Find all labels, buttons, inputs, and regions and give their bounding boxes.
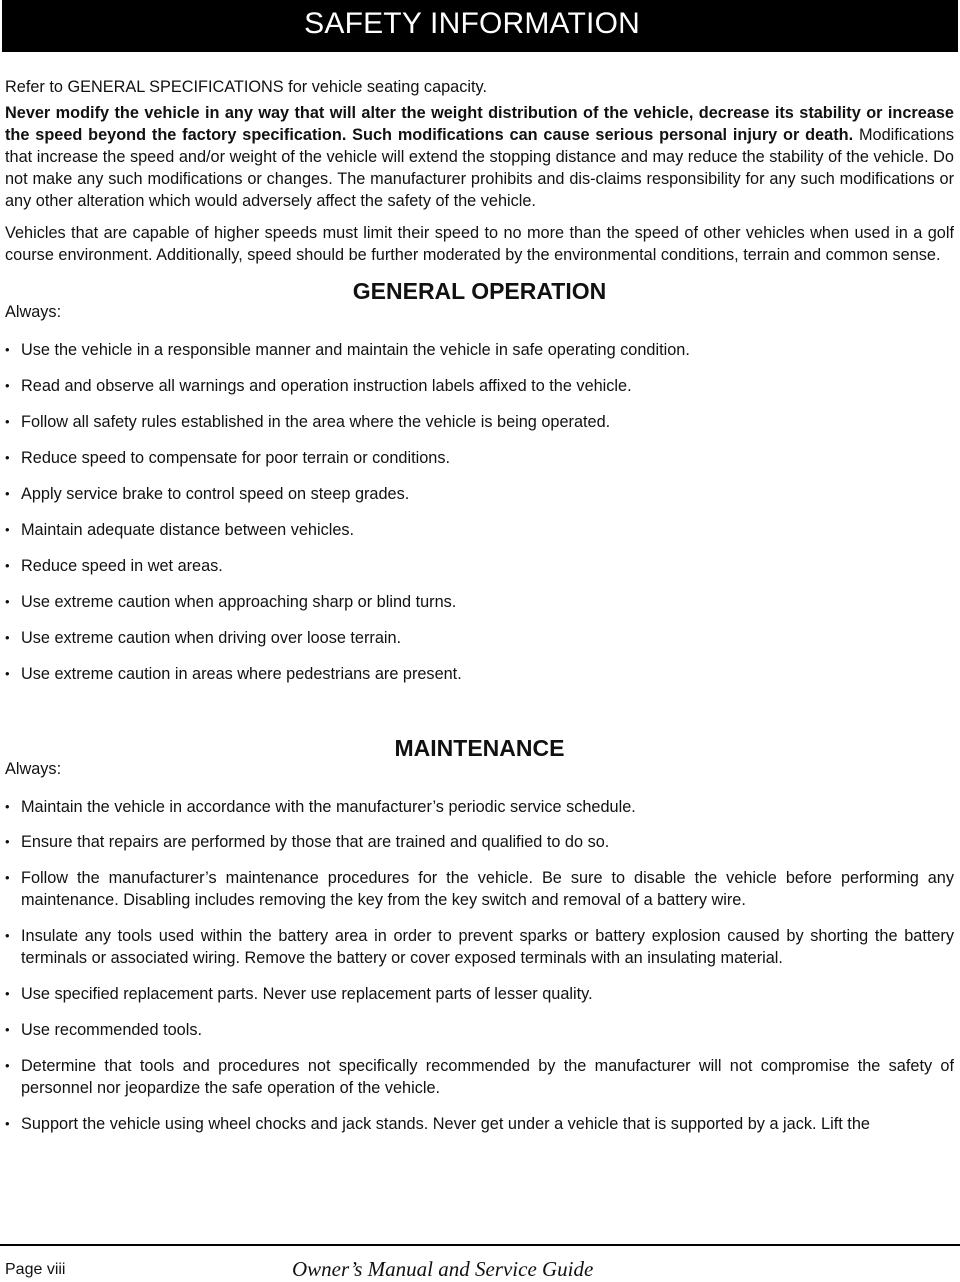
list-item: • Reduce speed to compensate for poor terrain or conditions. [5,447,954,469]
seating-capacity-paragraph: Refer to GENERAL SPECIFICATIONS for vehicle seating capacity. [5,78,487,96]
list-item: • Ensure that repairs are performed by those that are trained and qualified to do so. [5,831,954,853]
speed-limit-paragraph: Vehicles that are capable of higher speeds must limit their speed to no more than the speed of other vehicles when used in a golf course environment. Additionally, speed should be further moderated by the environmental conditions, terrain and common sense. [5,224,954,264]
modification-warning-bold: Never modify the vehicle in any way that will alter the weight distribution of the vehicle, decrease its stability or increase the speed beyond the factory specification. Such modifications can cause serious personal injury or death. [5,104,954,144]
page-title: SAFETY INFORMATION [304,7,640,40]
page-number: Page viii [5,1261,66,1278]
list-item: • Use extreme caution when driving over loose terrain. [5,627,954,649]
list-item: • Determine that tools and procedures not specifically recommended by the manufacturer will not compromise the safety of personnel nor jeopardize the safe operation of the vehicle. [5,1055,954,1099]
general-operation-list [5,339,954,685]
list-item: • Apply service brake to control speed on steep grades. [5,483,954,505]
list-item: • Use extreme caution in areas where pedestrians are present. [5,663,954,685]
list-item: • Support the vehicle using wheel chocks and jack stands. Never get under a vehicle that is supported by a jack. Lift the [5,1113,954,1135]
footer-document-title: Owner’s Manual and Service Guide [292,1257,594,1281]
maintenance-always-label: Always: [5,760,62,778]
modification-warning-paragraph [5,102,954,212]
general-operation-always-label: Always: [5,303,62,321]
list-item: • Follow all safety rules established in the area where the vehicle is being operated. [5,411,954,433]
list-item: • Use the vehicle in a responsible manner and maintain the vehicle in safe operating condition. [5,339,954,361]
list-item: • Follow the manufacturer’s maintenance procedures for the vehicle. Be sure to disable the vehicle before performing any maintenance. Disabling includes removing the key from the key switch and removal of a battery wire. [5,867,954,911]
header-bar [2,0,958,52]
footer-rule [0,1244,960,1246]
list-item: • Use specified replacement parts. Never use replacement parts of lesser quality. [5,983,954,1005]
modification-warning-text: Modifications that increase the speed and/or weight of the vehicle will extend the stopping distance and may reduce the stability of the vehicle. Do not make any such modifications or changes. The manufacturer prohibits and dis-claims responsibility for any such modifications or any other alteration which would adversely affect the safety of the vehicle. [5,126,954,210]
maintenance-list [5,796,954,1135]
list-item: • Maintain the vehicle in accordance with the manufacturer’s periodic service schedule. [5,796,954,818]
maintenance-heading: MAINTENANCE [394,735,565,761]
document-body [5,76,954,1135]
general-operation-heading: GENERAL OPERATION [352,278,607,304]
list-item: • Maintain adequate distance between vehicles. [5,519,954,541]
list-item: • Use recommended tools. [5,1019,954,1041]
list-item: • Read and observe all warnings and operation instruction labels affixed to the vehicle. [5,375,954,397]
list-item: • Reduce speed in wet areas. [5,555,954,577]
list-item: • Insulate any tools used within the battery area in order to prevent sparks or battery explosion caused by shorting the battery terminals or associated wiring. Remove the battery or cover exposed terminals with an insulating material. [5,925,954,969]
list-item: • Use extreme caution when approaching sharp or blind turns. [5,591,954,613]
